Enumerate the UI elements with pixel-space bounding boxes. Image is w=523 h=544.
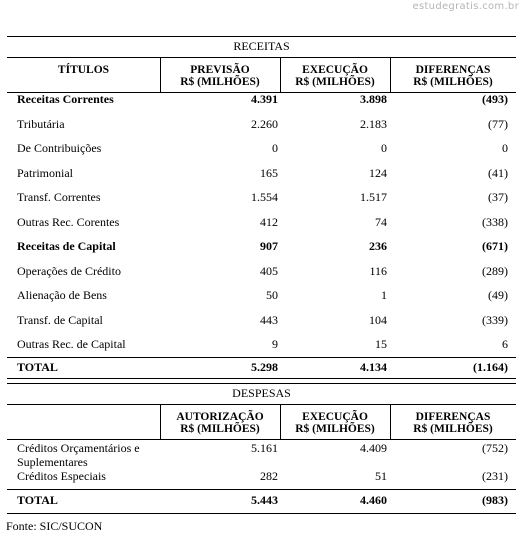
receita-label: Receitas Correntes xyxy=(17,92,114,106)
header-line: EXECUÇÃO xyxy=(302,64,368,76)
header-line: R$ (MILHÕES) xyxy=(295,423,375,435)
receita-previsao: 2.260 xyxy=(251,117,278,131)
despesas-title: DESPESAS xyxy=(232,386,291,400)
despesa-diferenca: (231) xyxy=(482,469,508,483)
receita-diferenca: (49) xyxy=(488,288,508,302)
header-line: R$ (MILHÕES) xyxy=(180,423,260,435)
receitas-title: RECEITAS xyxy=(233,39,290,53)
receita-diferenca: (671) xyxy=(482,239,508,253)
table-rule xyxy=(7,357,516,358)
header-execucao xyxy=(280,64,390,88)
receita-diferenca: (338) xyxy=(482,215,508,229)
table-rule xyxy=(7,489,516,490)
header-line: R$ (MILHÕES) xyxy=(295,76,375,88)
receita-diferenca: (37) xyxy=(488,190,508,204)
receita-label: Outras Rec. de Capital xyxy=(17,337,126,351)
table-rule xyxy=(7,378,516,379)
total-diferenca: (983) xyxy=(482,493,508,507)
receita-execucao: 236 xyxy=(369,239,387,253)
receita-diferenca: (289) xyxy=(482,264,508,278)
receita-execucao: 1.517 xyxy=(360,190,387,204)
header-diferencas xyxy=(390,411,516,435)
header-line: PREVISÃO xyxy=(190,64,250,76)
receita-previsao: 412 xyxy=(260,215,278,229)
receita-execucao: 116 xyxy=(369,264,387,278)
receita-previsao: 9 xyxy=(272,337,278,351)
receita-diferenca: (339) xyxy=(482,313,508,327)
header-line: DIFERENÇAS xyxy=(415,64,491,76)
despesa-label-line: Créditos Orçamentários e xyxy=(17,441,140,455)
header-line: R$ (MILHÕES) xyxy=(413,423,493,435)
receita-diferenca: (493) xyxy=(482,92,508,106)
despesa-execucao: 4.409 xyxy=(360,441,387,455)
receita-execucao: 1 xyxy=(381,288,387,302)
total-label: TOTAL xyxy=(17,493,58,507)
header-execucao xyxy=(280,411,390,435)
receita-previsao: 405 xyxy=(260,264,278,278)
receita-label: Receitas de Capital xyxy=(17,239,116,253)
receita-label: Transf. de Capital xyxy=(17,313,103,327)
receita-execucao: 74 xyxy=(375,215,387,229)
total-execucao: 4.134 xyxy=(360,360,387,374)
receita-label: Transf. Correntes xyxy=(17,190,101,204)
despesa-autorizacao: 282 xyxy=(260,469,278,483)
receita-previsao: 165 xyxy=(260,166,278,180)
receita-label: Tributária xyxy=(17,117,65,131)
header-autorizacao xyxy=(160,411,280,435)
header-line: AUTORIZAÇÃO xyxy=(176,411,264,423)
receita-label: Operações de Crédito xyxy=(17,264,121,278)
receita-execucao: 3.898 xyxy=(360,92,387,106)
despesa-label: Créditos Especiais xyxy=(17,469,106,483)
table-rule xyxy=(7,404,516,405)
receita-label: Alienação de Bens xyxy=(17,288,107,302)
header-line: DIFERENÇAS xyxy=(415,411,491,423)
receita-label: Outras Rec. Corentes xyxy=(17,215,120,229)
total-label: TOTAL xyxy=(17,360,58,374)
receita-execucao: 0 xyxy=(381,141,387,155)
receita-previsao: 443 xyxy=(260,313,278,327)
receita-execucao: 104 xyxy=(369,313,387,327)
header-previsao xyxy=(160,64,280,88)
source-note: Fonte: SIC/SUCON xyxy=(6,519,103,533)
total-previsao: 5.298 xyxy=(251,360,278,374)
receita-previsao: 0 xyxy=(272,141,278,155)
receita-diferenca: (77) xyxy=(488,117,508,131)
despesa-execucao: 51 xyxy=(375,469,387,483)
table-rule xyxy=(7,439,516,440)
receita-label: Patrimonial xyxy=(17,166,73,180)
table-rule xyxy=(7,36,516,37)
watermark: estudegratis.com.br xyxy=(412,1,519,12)
table-rule xyxy=(7,383,516,384)
receita-previsao: 50 xyxy=(266,288,278,302)
receita-previsao: 1.554 xyxy=(251,190,278,204)
despesa-diferenca: (752) xyxy=(482,441,508,455)
receita-diferenca: (41) xyxy=(488,166,508,180)
header-line: R$ (MILHÕES) xyxy=(180,76,260,88)
table-rule xyxy=(7,513,516,514)
header-titulos: TÍTULOS xyxy=(57,64,110,76)
receita-execucao: 124 xyxy=(369,166,387,180)
header-line: EXECUÇÃO xyxy=(302,411,368,423)
receita-execucao: 2.183 xyxy=(360,117,387,131)
receita-label: De Contribuições xyxy=(17,141,102,155)
total-autorizacao: 5.443 xyxy=(251,493,278,507)
header-diferencas xyxy=(390,64,516,88)
receita-previsao: 4.391 xyxy=(251,92,278,106)
total-diferenca: (1.164) xyxy=(473,360,508,374)
receita-diferenca: 0 xyxy=(502,141,508,155)
despesa-label xyxy=(17,441,140,469)
table-rule xyxy=(7,57,516,58)
total-execucao: 4.460 xyxy=(360,493,387,507)
receita-execucao: 15 xyxy=(375,337,387,351)
despesa-autorizacao: 5.161 xyxy=(251,441,278,455)
header-line: R$ (MILHÕES) xyxy=(413,76,493,88)
despesa-label-line: Suplementares xyxy=(17,455,88,469)
receita-previsao: 907 xyxy=(260,239,278,253)
receita-diferenca: 6 xyxy=(502,337,508,351)
